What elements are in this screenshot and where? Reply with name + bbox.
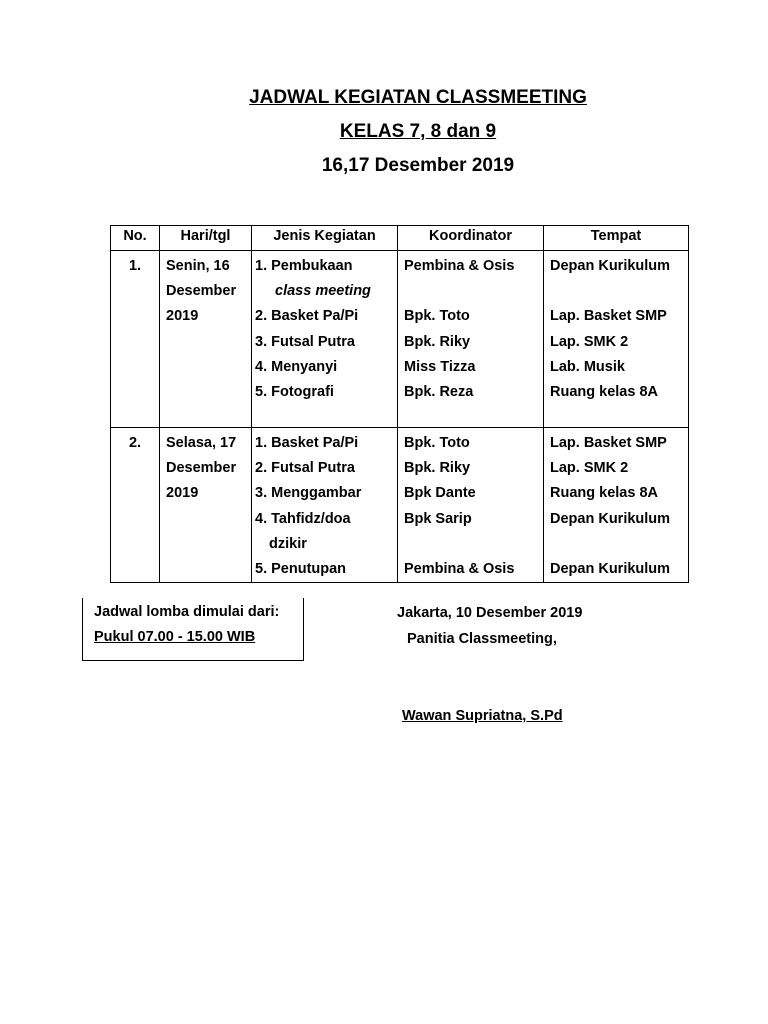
column-header-activity: Jenis Kegiatan bbox=[252, 226, 398, 251]
note-line-start: Jadwal lomba dimulai dari: bbox=[94, 604, 280, 620]
day-line: Desember bbox=[166, 283, 237, 300]
activity-line: dzikir bbox=[269, 535, 307, 552]
coordinator-line: Pembina & Osis bbox=[404, 560, 515, 577]
coordinator-line: Bpk. Riky bbox=[404, 333, 471, 350]
coordinator-line: Bpk. Toto bbox=[404, 435, 470, 451]
schedule-note-box bbox=[82, 598, 304, 661]
row-number: 1. bbox=[128, 258, 142, 274]
activity-line: 1. Pembukaan bbox=[255, 258, 353, 274]
coordinator-line: Bpk Dante bbox=[404, 485, 476, 502]
place-line: Depan Kurikulum bbox=[550, 258, 671, 274]
activity-line: 2. Basket Pa/Pi bbox=[255, 308, 359, 325]
coordinator-line bbox=[404, 279, 543, 304]
activity-cell bbox=[252, 428, 398, 583]
activity-line: 2. Futsal Putra bbox=[255, 460, 355, 477]
document-title: JADWAL KEGIATAN CLASSMEETING bbox=[249, 87, 587, 108]
table-row bbox=[111, 428, 689, 583]
coordinator-line: Miss Tizza bbox=[404, 358, 476, 375]
table-row bbox=[111, 251, 689, 428]
signature-committee: Panitia Classmeeting, bbox=[407, 631, 557, 647]
schedule-table bbox=[110, 225, 689, 583]
column-header-place: Tempat bbox=[544, 226, 689, 251]
activity-line: 4. Tahfidz/doa bbox=[255, 510, 351, 527]
day-line: Selasa, 17 bbox=[166, 435, 237, 451]
coordinator-line: Pembina & Osis bbox=[404, 258, 515, 274]
day-line: 2019 bbox=[166, 485, 199, 502]
place-line: Ruang kelas 8A bbox=[550, 383, 658, 400]
coordinator-cell bbox=[398, 428, 544, 583]
day-line: Senin, 16 bbox=[166, 258, 230, 274]
note-line-time: Pukul 07.00 - 15.00 WIB bbox=[94, 629, 256, 645]
activity-line: 3. Futsal Putra bbox=[255, 333, 355, 350]
place-line bbox=[550, 279, 688, 304]
table-header-row bbox=[111, 226, 689, 251]
coordinator-line: Bpk. Reza bbox=[404, 383, 474, 400]
column-header-no: No. bbox=[111, 226, 160, 251]
row-number-cell bbox=[111, 428, 160, 583]
activity-line: 5. Penutupan bbox=[255, 560, 347, 577]
coordinator-line: Bpk. Toto bbox=[404, 308, 470, 325]
place-line: Depan Kurikulum bbox=[550, 510, 671, 527]
coordinator-line bbox=[404, 532, 543, 557]
place-line: Lap. SMK 2 bbox=[550, 333, 629, 350]
signature-place-date: Jakarta, 10 Desember 2019 bbox=[397, 605, 583, 621]
place-line bbox=[550, 532, 688, 557]
activity-line: 1. Basket Pa/Pi bbox=[255, 435, 359, 451]
day-cell bbox=[160, 251, 252, 428]
day-cell bbox=[160, 428, 252, 583]
signature-name: Wawan Supriatna, S.Pd bbox=[402, 708, 563, 724]
column-header-day: Hari/tgl bbox=[160, 226, 252, 251]
place-line: Lab. Musik bbox=[550, 358, 625, 375]
coordinator-line: Bpk. Riky bbox=[404, 460, 471, 477]
row-number-cell bbox=[111, 251, 160, 428]
document-subtitle: KELAS 7, 8 dan 9 bbox=[339, 121, 497, 142]
coordinator-cell bbox=[398, 251, 544, 428]
place-cell bbox=[544, 428, 689, 583]
place-cell bbox=[544, 251, 689, 428]
activity-line: 5. Fotografi bbox=[255, 383, 334, 400]
coordinator-line: Bpk Sarip bbox=[404, 510, 472, 527]
place-line: Ruang kelas 8A bbox=[550, 485, 658, 502]
activity-line: class meeting bbox=[275, 283, 371, 300]
activity-line: 4. Menyanyi bbox=[255, 358, 338, 375]
column-header-coordinator: Koordinator bbox=[398, 226, 544, 251]
activity-cell bbox=[252, 251, 398, 428]
place-line: Lap. Basket SMP bbox=[550, 308, 667, 325]
place-line: Depan Kurikulum bbox=[550, 560, 671, 577]
place-line: Lap. Basket SMP bbox=[550, 435, 667, 451]
activity-line: 3. Menggambar bbox=[255, 485, 362, 502]
document-date: 16,17 Desember 2019 bbox=[321, 155, 515, 176]
day-line: 2019 bbox=[166, 308, 199, 325]
place-line: Lap. SMK 2 bbox=[550, 460, 629, 477]
row-number: 2. bbox=[128, 435, 142, 451]
day-line: Desember bbox=[166, 460, 237, 477]
